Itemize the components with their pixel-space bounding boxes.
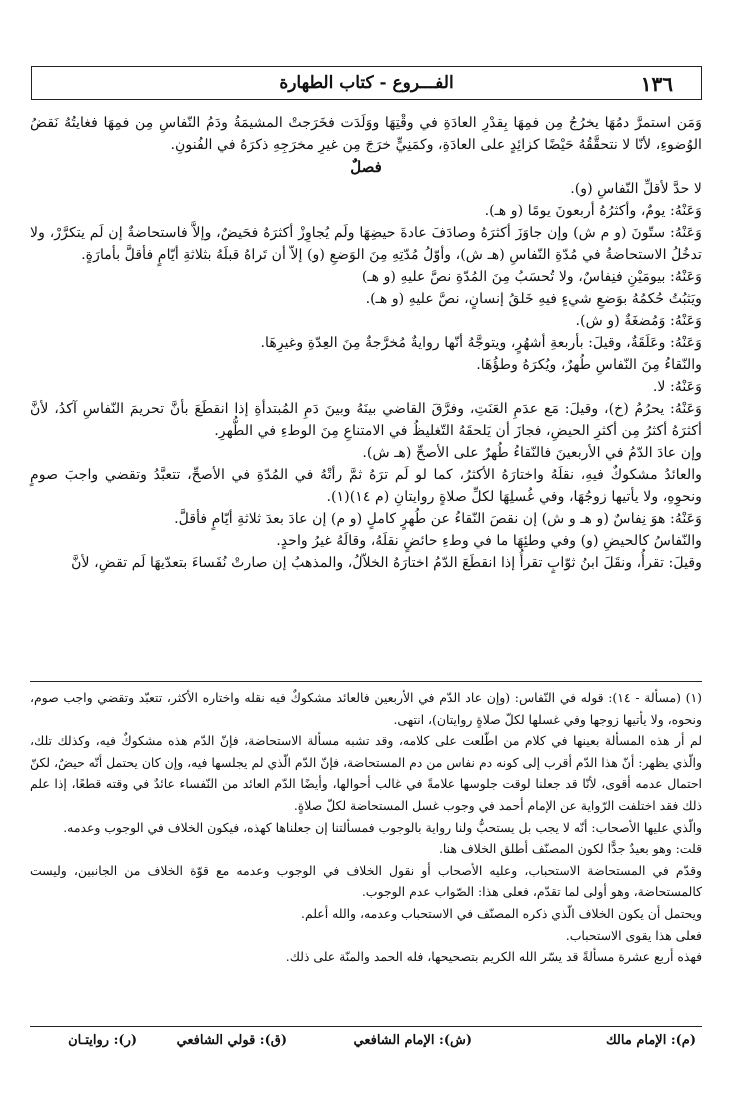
paragraph: والنّقاءُ مِنَ النّفاسِ طُهرٌ، ويُكرَهُ وطؤُهَا. <box>476 357 702 373</box>
footnote-separator <box>30 681 702 682</box>
abbr-qawli: (ق): قولي الشافعي <box>176 1033 287 1048</box>
abbr-shafii: (ش): الإمام الشافعي <box>353 1033 472 1048</box>
paragraph: وَعَنْهُ: لا. <box>652 379 702 395</box>
footnote-paragraph: فعلى هذا يقوى الاستحباب. <box>565 927 702 943</box>
paragraph: ويَثبُتُ حُكمُهُ بوَضعِ شيءٍ فيهِ خَلقُ إنسانٍ، نصَّ عليهِ (و هـ). <box>365 291 702 307</box>
footnote-paragraph: (١) (مسألة - ١٤): قوله في النّفاس: (وإن عاد الدّم في الأربعين فالعائد مشكوكٌ فيه نقله واختاره الأكثر، تتعبّد وتقضي واجب صوم، ونحوه، ولا يأتيها زوجها وفي غسلها لكلّ صلاةٍ روايتان)، انتهى. <box>30 690 703 727</box>
footnotes <box>30 687 702 968</box>
paragraph: وَمَن استمرَّ دمُهَا يخرُجُ مِن فمِهَا بِقدْرِ العادَةِ في وقْتِهَا ووَلَدَت فخَرَجتْ المشيمَةُ ودَمُ النّفاسِ مِن فمِهَا فغايتُهُ نَقضُ الوُضوءِ، لأنّا لا نتحقَّقُهُ حَيْضًا كزائِدٍ على العادَةِ، وكمَنِيٍّ خرَجَ مِن غيرِ مخرَجِهِ ذكرَهُ في الفُنونِ. <box>30 115 702 153</box>
footnote-paragraph: قلت: وهو بعيدٌ جدًّا لكون المصنّف أطلق الخلاف هنا. <box>438 841 702 857</box>
footnote-paragraph: وقدّم في المستحاضة الاستحباب، وعليه الأصحاب أو نقول الخلاف في الوجوب وعدمه مع قوّة الخلاف من الجانبين، وليست كالمستحاضة، وهو أولى لما تقدّم، فعلى هذا: الصّواب عدم الوجوب. <box>30 862 702 900</box>
paragraph: وَعَنْهُ: ستّونَ (و م ش) وإن جاوَزَ أكثرَهُ وصادَفَ عادةَ حيضِهَا ولَم يُجاوِزْ أكثرَهُ فحَيضٌ، وإلاَّ فاستحاضةٌ إن لَم يتكرَّرْ، ولا تدخُلُ الاستحاضةُ في مُدّةِ النّفاسِ (هـ ش)، وأوّلُ مُدّتِهِ مِنَ الوَضعِ (و) إلاّ أن تَراهُ قبلَهُ بثلاثةِ أيّامٍ فأقلَّ بأمارَةٍ. <box>30 225 702 263</box>
paragraph: لا حدَّ لأقلِّ النّفاسِ (و). <box>570 181 702 197</box>
main-text <box>30 112 702 574</box>
paragraph: وَعَنْهُ: يومٌ، وأكثرُهُ أربعونَ يومًا (و هـ). <box>484 203 702 219</box>
paragraph: وإن عادَ الدّمُ في الأربعينَ فالنّقاءُ طُهرٌ على الأصحِّ (هـ ش). <box>362 445 702 461</box>
footnote-paragraph: والّذي عليها الأصحاب: أنّه لا يجب بل يستحبُّ ولنا رواية بالوجوب فمسألتنا إن جعلناها كهذه، فيكون الخلاف في الوجوب وعدمه. <box>63 819 702 835</box>
footnote-paragraph: فهذه أربع عشرة مسألةً قد يسّر الله الكريم بتصحيحها، فله الحمد والمنّة على ذلك. <box>285 949 702 965</box>
paragraph: والنّفاسُ كالحيضِ (و) وفي وطئِهَا ما في وطءِ حائضٍ نقلَهُ، وقالَهُ غيرُ واحدٍ. <box>276 533 702 549</box>
paragraph: وَعَنْهُ: بيومَيْنِ فنِفاسٌ، ولا تُحسَبُ مِنَ المُدّةِ نصَّ عليهِ (و هـ) <box>361 269 702 285</box>
footnote-paragraph: لم أر هذه المسألة بعينها في كلام من اطّلعت على كلامه، وقد تشبه مسألة الاستحاضة، فإنّ الدّم هذه مشكوكٌ فيه، وكذلك تلك، والّذي يظهر: أنّ هذا الدّم أقرب إلى كونه دم نفاس من دم المستحاضة، فإنّ الدّم الّذي لم يجلسها فيه، وإن كان يحتمل أنّه حيضٌ، لكنّ احتمال عدمه أقوى، لأنّا قد جعلنا لوقت جلوسها علامةً في غالب أحوالها، وأيضًا الدّم العائد من النّفساء عائدٌ في وقته قطعًا، إذا علم ذلك فقد اختلفت الرّواية عن الإمام أحمد في وجوب غسل المستحاضة لكلّ صلاةٍ. <box>30 733 702 813</box>
paragraph: والعائدُ مشكوكٌ فيهِ، نقلَهُ واختارَهُ الأكثرُ، كما لو لَم ترَهُ ثمَّ رأتْهُ في المُدّةِ في الأصحِّ، تتعبَّدُ وتقضي واجبَ صومٍ ونحوِهِ، ولا يأتيها زوجُهَا، وفي غُسلِهَا لكلِّ صلاةٍ روايتانِ (م ١٤)(١). <box>30 467 702 505</box>
page-number: ١٣٦ <box>640 72 673 96</box>
paragraph: وَعَنْهُ: يحرُمُ (خ)، وقيلَ: مَع عدَمِ العَنَتِ، وفرَّقَ القاضي بينَهُ وبينَ دَمِ المُبتدأةِ إذا انقطَعَ بأنَّ تحريمَ النّفاسِ آكدُ، لأنَّ أكثرَهُ أكثرُ مِن أكثرِ الحيضِ، فجازَ أن يَلحقَهُ التّغليظُ في الامتناعِ مِنَ الوطءِ في الطُّهرِ. <box>30 401 702 439</box>
abbr-riwayatan: (ر): روايتـان <box>68 1033 137 1048</box>
paragraph: وقيلَ: تقرأُ، ونقَلَ ابنُ ثوّابٍ تقرأُ إذا انقطَعَ الدّمُ اختارَهُ الخلاّلُ، والمذهبُ إن صارتْ نُفَساءَ بتعدّيهَا لَم تقضِ، لأنَّ <box>71 555 702 571</box>
running-title: الفـــروع - كتاب الطهارة <box>279 73 454 93</box>
footnote-paragraph: ويحتمل أن يكون الخلاف الّذي ذكره المصنّف في الاستحباب وعدمه، والله أعلم. <box>301 905 702 921</box>
section-heading: فصلٌ <box>350 158 382 176</box>
paragraph: وَعَنْهُ: وعَلَقَةٌ، وقيلَ: بأربعةِ أشهُرٍ، ويتوجَّهُ أنّها روايةٌ مُخرَّجةٌ مِنَ العِدّةِ وغيرِهَا. <box>260 335 702 351</box>
page-header <box>31 66 702 100</box>
paragraph: وَعَنْهُ: وَمُضغَةٌ (و ش). <box>575 313 702 329</box>
paragraph: وَعَنْهُ: هوَ نِفاسٌ (و هـ و ش) إن نقصَ النّقاءُ عن طُهرٍ كاملٍ (و م) إن عادَ بعدَ ثلاثةِ أيّامٍ فأقلَّ. <box>174 511 702 527</box>
abbreviations-footer <box>30 1026 702 1057</box>
abbr-malik: (م): الإمام مالك <box>605 1033 696 1048</box>
